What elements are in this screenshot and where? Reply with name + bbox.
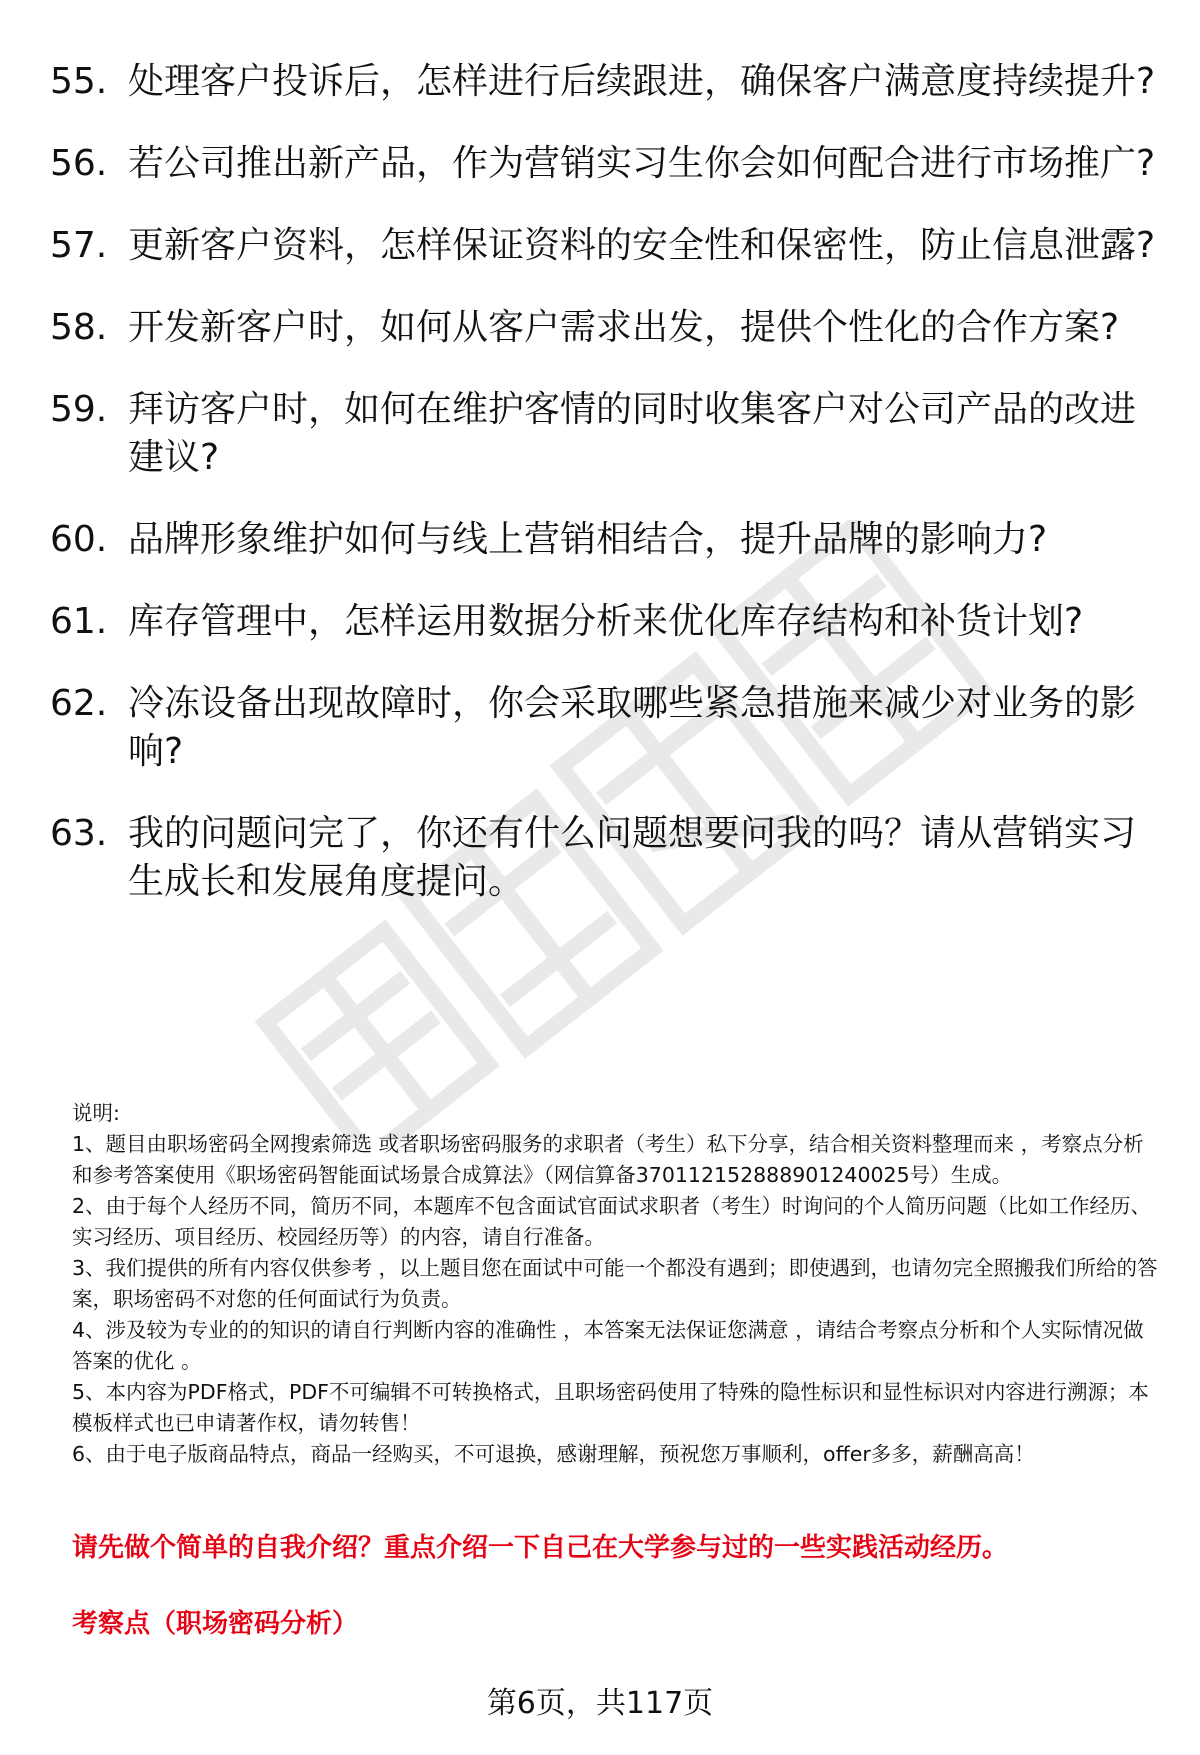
question-text: 若公司推出新产品，作为营销实习生你会如何配合进行市场推广?: [128, 143, 1156, 184]
question-list: [50, 58, 1160, 940]
question-item: [50, 680, 1160, 776]
question-item: [50, 222, 1160, 270]
question-number: 56.: [50, 143, 108, 184]
question-number: 62.: [50, 683, 108, 724]
question-item: [50, 516, 1160, 564]
question-number: 58.: [50, 307, 108, 348]
note-item: 4、涉及较为专业的的知识的请自行判断内容的准确性 ，本答案无法保证您满意 ，请结合考察点分析和个人实际情况做答案的优化 。: [72, 1318, 1144, 1373]
notes-title: 说明:: [72, 1101, 120, 1125]
notes-section: [72, 1098, 1162, 1470]
question-number: 55.: [50, 61, 108, 102]
question-number: 60.: [50, 519, 108, 560]
question-text: 开发新客户时，如何从客户需求出发，提供个性化的合作方案?: [128, 307, 1120, 348]
note-item: 6、由于电子版商品特点，商品一经购买，不可退换，感谢理解，预祝您万事顺利，offer多多，薪酬高高！: [72, 1442, 1035, 1466]
question-number: 59.: [50, 389, 108, 430]
question-item: [50, 598, 1160, 646]
question-text: 品牌形象维护如何与线上营销相结合，提升品牌的影响力?: [128, 519, 1048, 560]
analysis-heading: 考察点（职场密码分析）: [72, 1609, 359, 1639]
question-text: 冷冻设备出现故障时，你会采取哪些紧急措施来减少对业务的影响?: [128, 683, 1137, 772]
question-text: 库存管理中，怎样运用数据分析来优化库存结构和补货计划?: [128, 601, 1084, 642]
question-item: [50, 140, 1160, 188]
question-text: 处理客户投诉后，怎样进行后续跟进，确保客户满意度持续提升?: [128, 61, 1156, 102]
note-item: 5、本内容为PDF格式，PDF不可编辑不可转换格式，且职场密码使用了特殊的隐性标识和显性标识对内容进行溯源；本模板样式也已申请著作权，请勿转售！: [72, 1380, 1149, 1435]
highlight-question: 请先做个简单的自我介绍？重点介绍一下自己在大学参与过的一些实践活动经历。: [72, 1533, 1009, 1563]
question-item: [50, 58, 1160, 106]
note-item: 3、我们提供的所有内容仅供参考 ，以上题目您在面试中可能一个都没有遇到；即使遇到，也请勿完全照搬我们所给的答案，职场密码不对您的任何面试行为负责。: [72, 1256, 1158, 1311]
page-footer: 第6页，共117页: [486, 1686, 714, 1721]
question-text: 更新客户资料，怎样保证资料的安全性和保密性，防止信息泄露?: [128, 225, 1156, 266]
question-number: 61.: [50, 601, 108, 642]
question-item: [50, 304, 1160, 352]
note-item: 1、题目由职场密码全网搜索筛选 或者职场密码服务的求职者（考生）私下分享，结合相关资料整理而来 ，考察点分析和参考答案使用《职场密码智能面试场景合成算法》（网信算备370112152888901240025号）生成。: [72, 1132, 1144, 1187]
question-number: 57.: [50, 225, 108, 266]
question-number: 63.: [50, 813, 108, 854]
question-text: 拜访客户时，如何在维护客情的同时收集客户对公司产品的改进建议?: [128, 389, 1137, 478]
question-item: [50, 810, 1160, 906]
note-item: 2、由于每个人经历不同，简历不同，本题库不包含面试官面试求职者（考生）时询问的个人简历问题（比如工作经历、实习经历、项目经历、校园经历等）的内容，请自行准备。: [72, 1194, 1152, 1249]
question-item: [50, 386, 1160, 482]
question-text: 我的问题问完了，你还有什么问题想要问我的吗？请从营销实习生成长和发展角度提问。: [128, 813, 1137, 902]
